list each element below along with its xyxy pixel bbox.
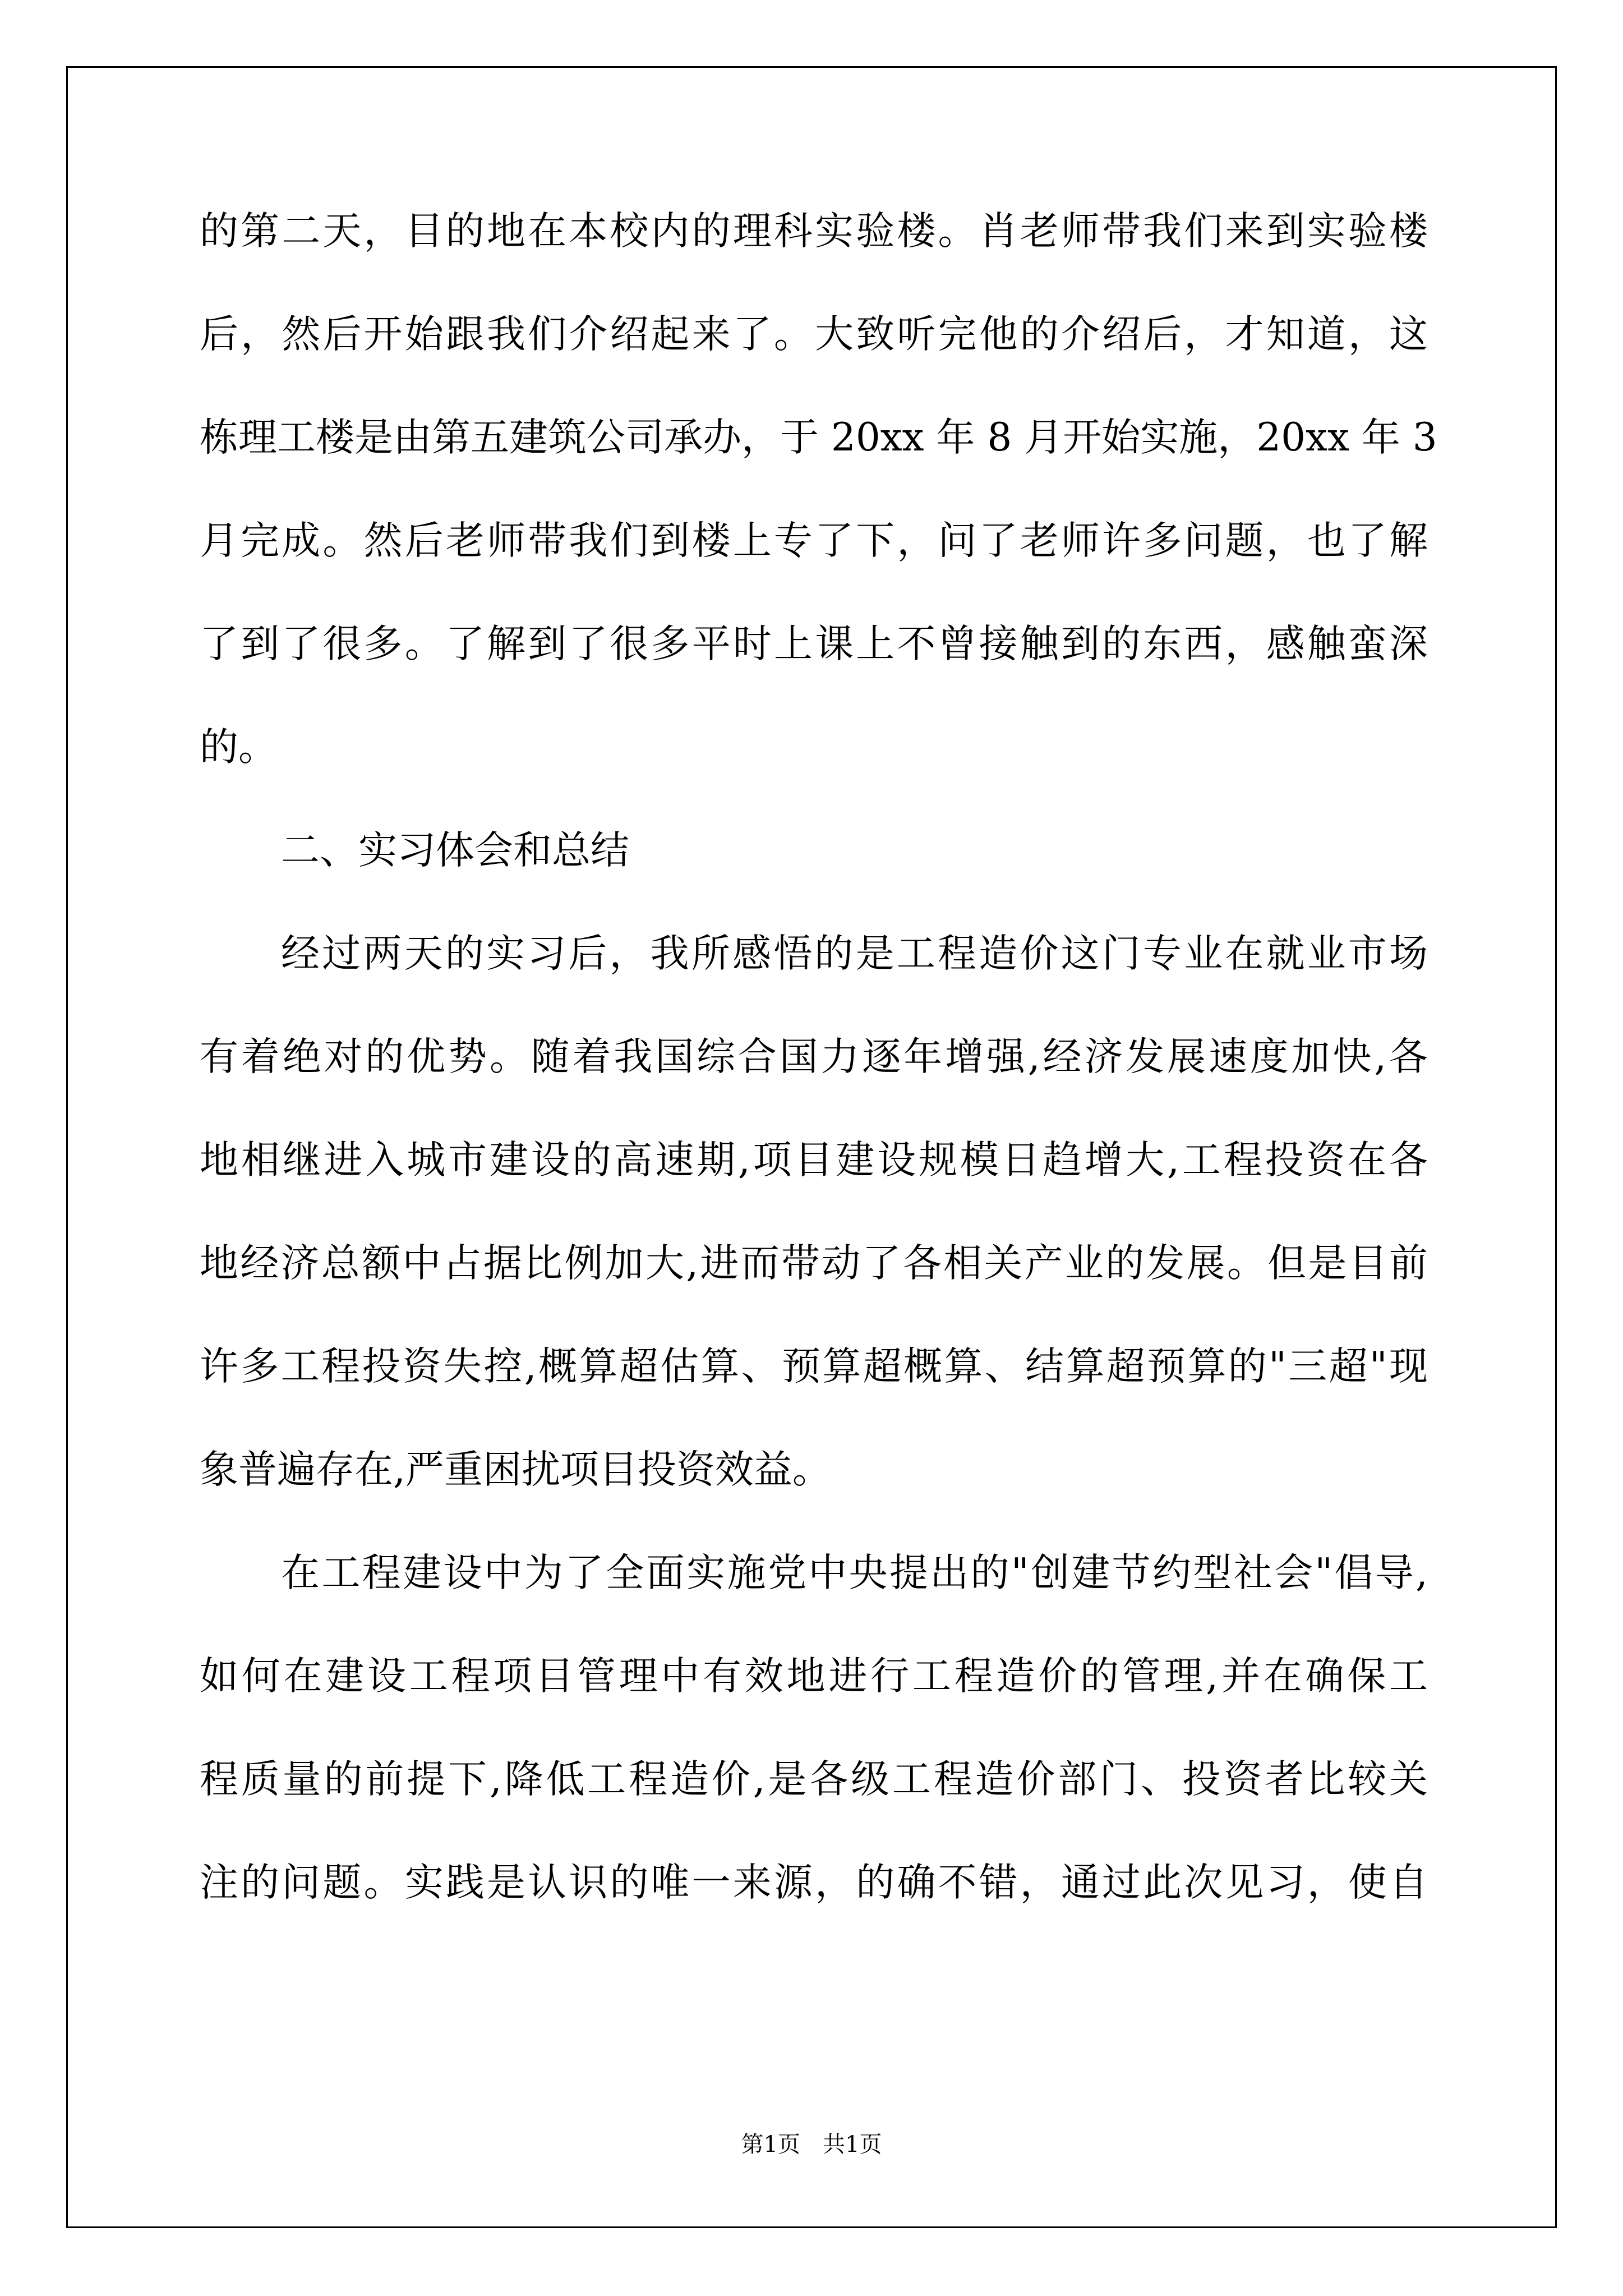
text-line: 象普遍存在,严重困扰项目投资效益。	[200, 1447, 831, 1492]
text-line: 程质量的前提下,降低工程造价,是各级工程造价部门、投资者比较关	[200, 1757, 1428, 1802]
text-line: 注的问题。实践是认识的唯一来源，的确不错，通过此次见习，使自	[200, 1860, 1428, 1905]
text-line: 了到了很多。了解到了很多平时上课上不曾接触到的东西，感触蛮深	[200, 622, 1428, 666]
text-line: 地经济总额中占据比例加大,进而带动了各相关产业的发展。但是目前	[200, 1241, 1428, 1286]
text-line: 的第二天，目的地在本校内的理科实验楼。肖老师带我们来到实验楼	[200, 209, 1428, 254]
text-line: 在工程建设中为了全面实施党中央提出的"创建节约型社会"倡导,	[281, 1550, 1428, 1595]
text-line: 地相继进入城市建设的高速期,项目建设规模日趋增大,工程投资在各	[200, 1138, 1428, 1182]
text-line: 如何在建设工程项目管理中有效地进行工程造价的管理,并在确保工	[200, 1654, 1428, 1699]
text-line: 有着绝对的优势。随着我国综合国力逐年增强,经济发展速度加快,各	[200, 1034, 1428, 1079]
text-line: 的。	[200, 725, 277, 770]
text-line: 经过两天的实习后，我所感悟的是工程造价这门专业在就业市场	[281, 931, 1428, 976]
section-heading: 二、实习体会和总结	[281, 828, 629, 873]
page-number-footer: 第1页 共1页	[741, 2132, 882, 2157]
text-line: 许多工程投资失控,概算超估算、预算超概算、结算超预算的"三超"现	[200, 1344, 1428, 1389]
text-line: 后，然后开始跟我们介绍起来了。大致听完他的介绍后，才知道，这	[200, 312, 1428, 357]
text-line: 月完成。然后老师带我们到楼上专了下，问了老师许多问题，也了解	[200, 518, 1428, 563]
text-line: 栋理工楼是由第五建筑公司承办，于 20xx 年 8 月开始实施，20xx 年 3	[200, 415, 1437, 460]
